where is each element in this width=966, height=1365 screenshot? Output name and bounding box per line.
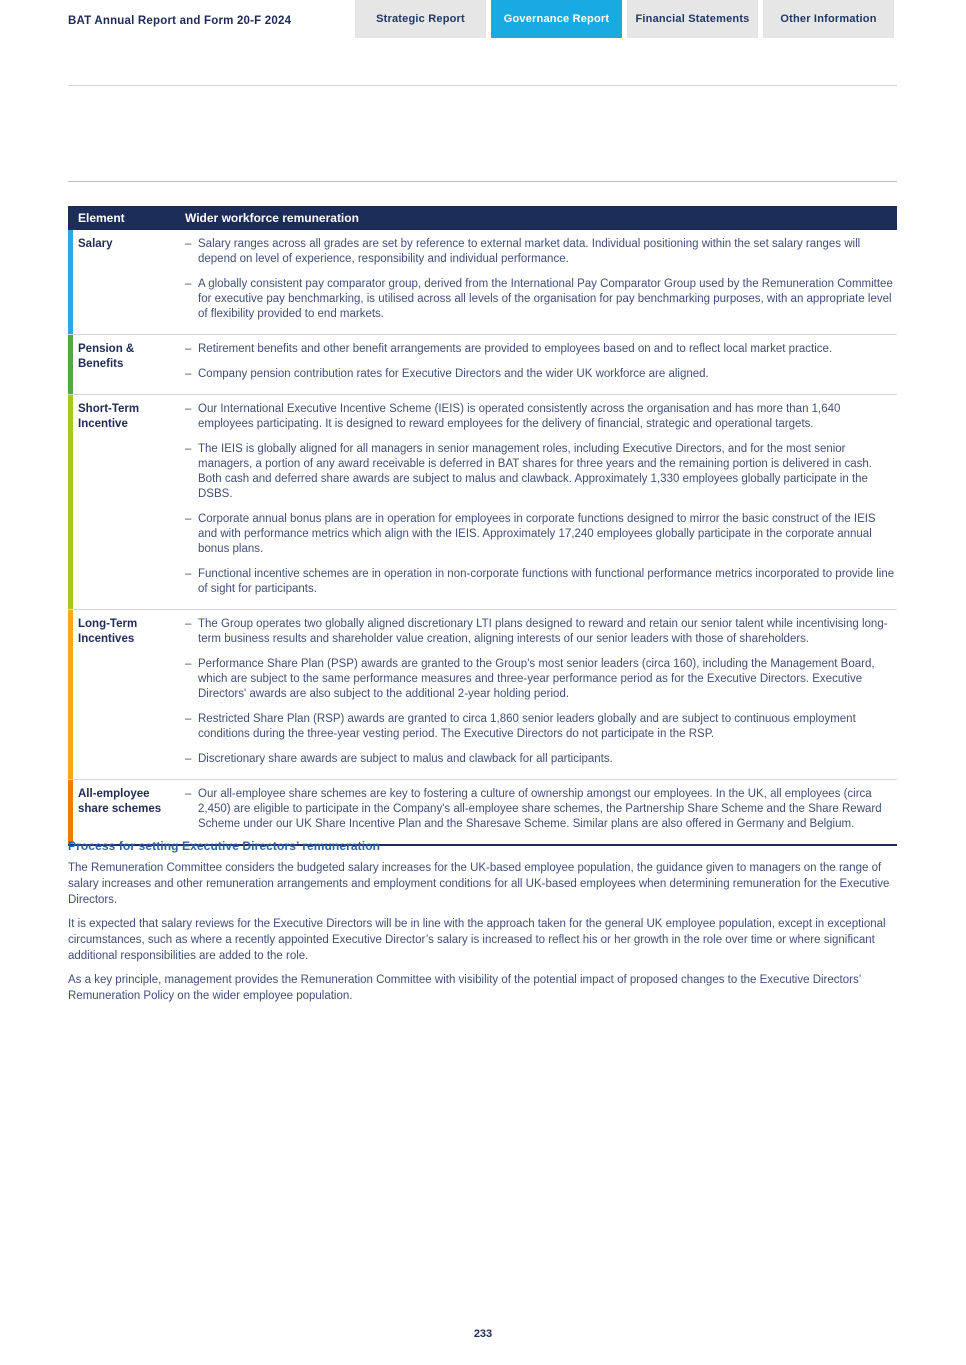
dash-bullet-icon: – xyxy=(185,513,192,525)
dash-bullet-icon: – xyxy=(185,713,192,725)
bullet-item xyxy=(185,752,895,767)
tab-strategic-report[interactable]: Strategic Report xyxy=(355,0,486,38)
dash-bullet-icon: – xyxy=(185,788,192,800)
bullet-text: Salary ranges across all grades are set by reference to external market data. Individual positioning within the set salary ranges will depend on level of experience, responsibility and individual performance. xyxy=(198,238,861,265)
bullet-text: Our International Executive Incentive Scheme (IEIS) is operated consistently across the organisation and has more than 1,640 employees participating. It is designed to reward employees for the delivery of financial, strategic and operational targets. xyxy=(198,403,841,430)
table-header-element: Element xyxy=(78,211,125,225)
dash-bullet-icon: – xyxy=(185,658,192,670)
dash-bullet-icon: – xyxy=(185,753,192,765)
element-label: Salary xyxy=(78,238,113,250)
dash-bullet-icon: – xyxy=(185,618,192,630)
bullet-item xyxy=(185,657,895,702)
remuneration-cell xyxy=(185,395,897,609)
bullet-text: Functional incentive schemes are in operation in non-corporate functions with functional performance metrics incorporated to provide line of sight for participants. xyxy=(198,568,895,595)
tab-financial-statements[interactable]: Financial Statements xyxy=(627,0,758,38)
bullet-item xyxy=(185,342,895,357)
bullet-item xyxy=(185,367,895,382)
table-row xyxy=(68,609,897,779)
bullet-text: The IEIS is globally aligned for all managers in senior management roles, including Executive Directors, and for the most senior managers, a portion of any award receivable is deferred in BAT shares for three years and the remaining portion is delivered in cash. Both cash and deferred share awards are subject to malus and clawback. Approximately 1,330 employees globally participate in the DSBS. xyxy=(198,443,872,500)
wider-workforce-table xyxy=(68,206,897,846)
process-section-heading: Process for setting Executive Directors’ remuneration xyxy=(68,839,381,853)
table-row xyxy=(68,394,897,609)
table-row xyxy=(68,779,897,844)
dash-bullet-icon: – xyxy=(185,443,192,455)
table-row xyxy=(68,230,897,334)
bullet-text: Discretionary share awards are subject to malus and clawback for all participants. xyxy=(198,753,613,765)
tab-other-information[interactable]: Other Information xyxy=(763,0,894,38)
element-label: Pension & Benefits xyxy=(78,343,135,370)
bullet-item xyxy=(185,237,895,267)
bullet-text: Our all-employee share schemes are key to fostering a culture of ownership amongst our employees. In the UK, all employees (circa 2,450) are eligible to participate in the Company's all-employee share schemes, the Partnership Share Scheme and the Share Reward Scheme under our UK Share Incentive Plan and the Sharesave Scheme. Similar plans are also offered in Germany and Belgium. xyxy=(198,788,882,830)
table-body xyxy=(68,230,897,844)
bullet-text: The Group operates two globally aligned discretionary LTI plans designed to reward and retain our senior talent while incentivising long-term business results and shareholder value creation, aligning interests of our senior leaders with those of shareholders. xyxy=(198,618,888,645)
remuneration-cell xyxy=(185,230,897,334)
dash-bullet-icon: – xyxy=(185,278,192,290)
page-number: 233 xyxy=(473,1328,493,1340)
element-label: Long-Term Incentives xyxy=(78,618,138,645)
bullet-text: Company pension contribution rates for Executive Directors and the wider UK workforce are aligned. xyxy=(198,368,709,380)
dash-bullet-icon: – xyxy=(185,238,192,250)
bullet-item xyxy=(185,617,895,647)
horizontal-rule-mid xyxy=(68,181,897,182)
bullet-text: Retirement benefits and other benefit arrangements are provided to employees based on and to reflect local market practice. xyxy=(198,343,833,355)
bullet-item xyxy=(185,402,895,432)
bullet-text: A globally consistent pay comparator group, derived from the International Pay Comparator Group used by the Remuneration Committee for executive pay benchmarking, is utilised across all levels of the organisation for pay benchmarking purposes, with an appropriate level of flexibility provided to end markets. xyxy=(198,278,893,320)
horizontal-rule-top xyxy=(68,85,897,86)
process-paragraph: It is expected that salary reviews for the Executive Directors will be in line with the approach taken for the general UK employee population, except in exceptional circumstances, such as where a recently appointed Executive Director’s salary is increased to reflect his or her growth in the role over time or where significant additional responsibilities are added to the role. xyxy=(68,918,886,962)
element-label: Short-Term Incentive xyxy=(78,403,140,430)
process-paragraph: The Remuneration Committee considers the budgeted salary increases for the UK-based employee population, the guidance given to managers on the range of salary increases and other remuneration arrangements and employment conditions for all UK-based employees when determining remuneration for the Executive Directors. xyxy=(68,862,890,906)
report-title: BAT Annual Report and Form 20-F 2024 xyxy=(68,15,292,27)
remuneration-cell xyxy=(185,335,897,394)
element-label: All-employee share schemes xyxy=(78,788,162,815)
process-paragraphs xyxy=(68,860,897,1004)
bullet-item xyxy=(185,277,895,322)
bullet-item xyxy=(185,712,895,742)
remuneration-cell xyxy=(185,780,897,844)
report-section-tabs xyxy=(355,0,894,38)
bullet-item xyxy=(185,512,895,557)
remuneration-cell xyxy=(185,610,897,779)
bullet-item xyxy=(185,567,895,597)
bullet-text: Corporate annual bonus plans are in operation for employees in corporate functions designed to mirror the basic construct of the IEIS and with performance metrics which align with the IEIS. Approximately 17,240 employees globally participate in the corporate annual bonus plans. xyxy=(198,513,876,555)
top-bar xyxy=(0,0,966,38)
dash-bullet-icon: – xyxy=(185,368,192,380)
dash-bullet-icon: – xyxy=(185,403,192,415)
process-paragraph: As a key principle, management provides the Remuneration Committee with visibility of the potential impact of proposed changes to the Executive Directors’ Remuneration Policy on the wider employee population. xyxy=(68,974,861,1002)
tab-governance-report[interactable]: Governance Report xyxy=(491,0,622,38)
process-section xyxy=(68,839,897,1012)
bullet-text: Restricted Share Plan (RSP) awards are granted to circa 1,860 senior leaders globally and are subject to continuous employment conditions during the three-year vesting period. The Executive Directors do not participate in the RSP. xyxy=(198,713,856,740)
bullet-text: Performance Share Plan (PSP) awards are granted to the Group's most senior leaders (circa 160), including the Management Board, which are subject to the same performance measures and three-year performance period as for the Executive Directors. Executive Directors' awards are also subject to the additional 2-year holding period. xyxy=(198,658,875,700)
dash-bullet-icon: – xyxy=(185,568,192,580)
table-header-row xyxy=(68,206,897,230)
bullet-item xyxy=(185,787,895,832)
table-header-remuneration: Wider workforce remuneration xyxy=(185,211,359,225)
bullet-item xyxy=(185,442,895,502)
table-row xyxy=(68,334,897,394)
dash-bullet-icon: – xyxy=(185,343,192,355)
